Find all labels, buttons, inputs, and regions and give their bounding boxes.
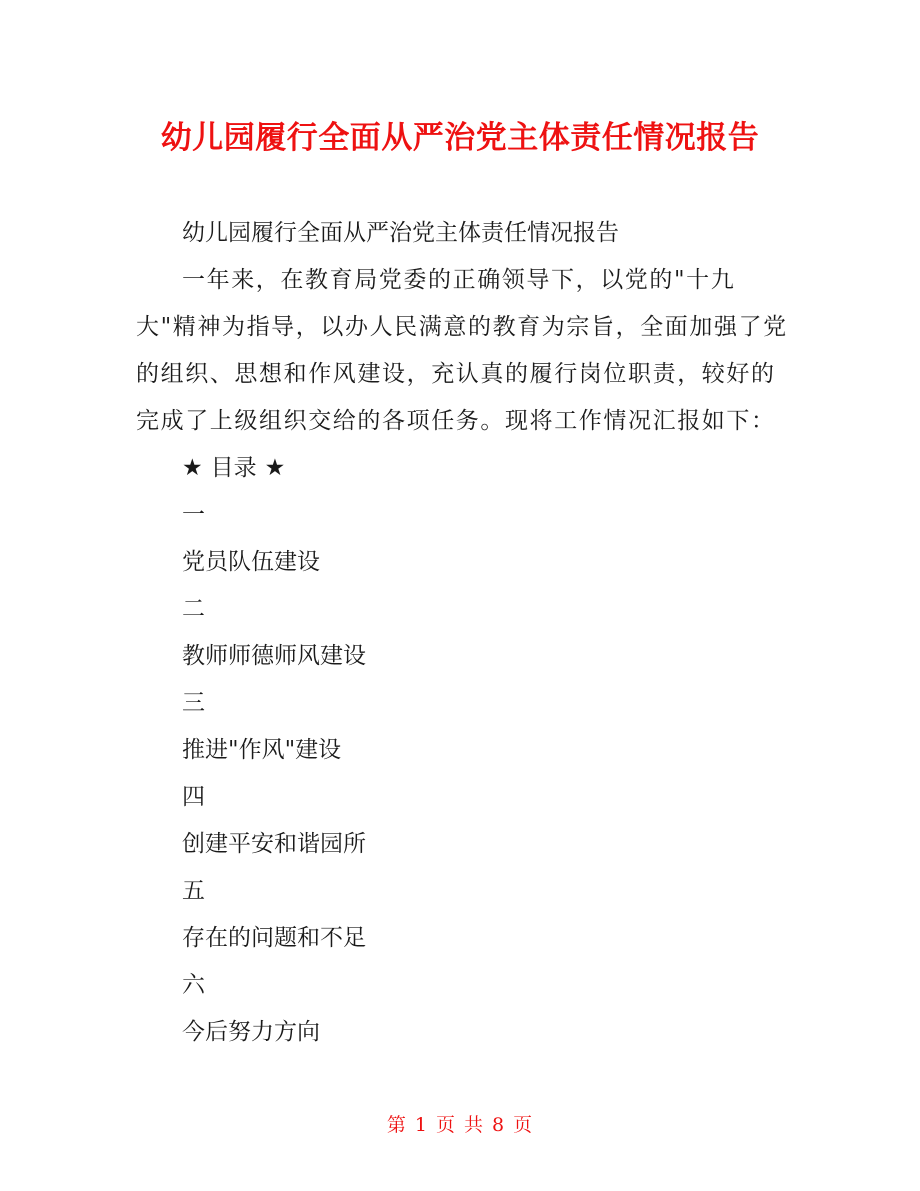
document-body	[136, 210, 796, 1056]
section-number-2: 二	[182, 596, 205, 622]
toc-label: 目录	[210, 455, 257, 481]
footer-prefix: 第	[386, 1114, 407, 1136]
star-icon-left: ★	[182, 455, 203, 481]
footer-total-pages: 8	[492, 1114, 506, 1136]
section-heading-4: 创建平安和谐园所	[182, 831, 366, 857]
section-heading-3: 推进"作风"建设	[182, 737, 342, 763]
section-heading-6: 今后努力方向	[182, 1019, 320, 1045]
footer-total-word: 共	[464, 1114, 485, 1136]
section-number-3: 三	[182, 690, 205, 716]
subtitle-paragraph: 幼儿园履行全面从严治党主体责任情况报告	[182, 220, 619, 246]
footer-current-page: 1	[414, 1114, 428, 1136]
section-heading-1: 党员队伍建设	[182, 549, 320, 575]
section-number-4: 四	[182, 784, 205, 810]
intro-paragraph: 一年来，在教育局党委的正确领导下，以党的"十九大"精神为指导，以办人民满意的教育为宗旨，全面加强了党的组织、思想和作风建设，充认真的履行岗位职责，较好的完成了上级组织交给的各项任务。现将工作情况汇报如下：	[136, 267, 788, 434]
section-number-1: 一	[182, 502, 205, 528]
toc-heading	[136, 445, 796, 492]
document-title: 幼儿园履行全面从严治党主体责任情况报告	[160, 120, 760, 156]
section-number-5: 五	[182, 878, 205, 904]
star-icon-right: ★	[264, 455, 286, 481]
section-number-6: 六	[182, 972, 205, 998]
section-heading-2: 教师师德师风建设	[182, 643, 366, 669]
footer-suffix: 页	[513, 1114, 534, 1136]
section-heading-5: 存在的问题和不足	[182, 925, 366, 951]
footer-page-word: 页	[435, 1114, 456, 1136]
page-number-footer	[0, 1110, 920, 1140]
